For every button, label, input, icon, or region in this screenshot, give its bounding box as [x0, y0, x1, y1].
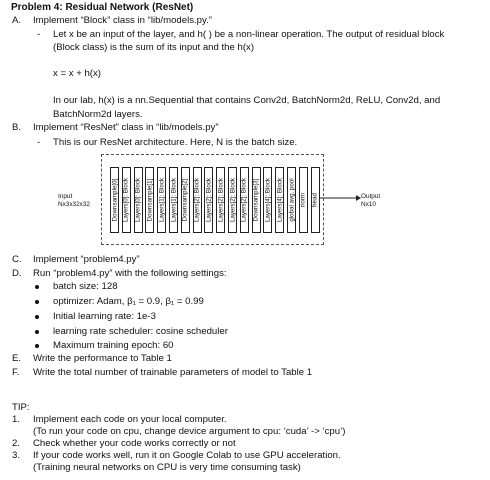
section-e-text: Write the performance to Table 1	[33, 353, 172, 364]
architecture-block	[299, 167, 308, 233]
architecture-block	[263, 167, 272, 233]
tip-heading: TIP:	[12, 402, 30, 413]
tip-3-number: 3.	[12, 450, 21, 461]
architecture-block-label: Layers[2]: Block	[217, 177, 225, 223]
setting-max-epoch: Maximum training epoch: 60	[53, 340, 174, 351]
architecture-block-label: Downsample[0]	[111, 178, 118, 222]
architecture-block	[193, 167, 202, 233]
tip-3-line2: (Training neural networks on CPU is very time consuming task)	[33, 462, 301, 473]
section-d-letter: D.	[12, 268, 22, 279]
setting-optimizer: optimizer: Adam, β₁ = 0.9, β₁ = 0.99	[53, 296, 204, 307]
setting-batch-size: batch size: 128	[53, 281, 118, 292]
bullet-icon	[35, 285, 39, 289]
architecture-block	[287, 167, 296, 233]
problem-title: Problem 4: Residual Network (ResNet)	[11, 2, 194, 13]
architecture-block-label: Layers[2]: Block	[240, 177, 248, 223]
section-b-desc: This is our ResNet architecture. Here, N is the batch size.	[53, 137, 298, 148]
architecture-block-label: Layers[0]: Block	[122, 177, 130, 223]
architecture-block-label: Layers[2]: Block	[193, 177, 201, 223]
bullet-icon	[35, 344, 39, 348]
architecture-block-label: Layers[2]: Block	[229, 177, 236, 223]
section-b-letter: B.	[12, 122, 22, 133]
architecture-block	[145, 167, 154, 233]
section-a-letter: A.	[12, 15, 22, 26]
architecture-block	[204, 167, 213, 233]
architecture-block	[240, 167, 249, 233]
architecture-block-label: Downsample[3]	[252, 178, 260, 222]
section-f-letter: F.	[12, 367, 20, 378]
architecture-block-label: Layers[1]: Block	[170, 177, 177, 223]
section-c-letter: C.	[12, 254, 22, 265]
architecture-block	[216, 167, 225, 233]
architecture-block-label: Layers[4]: Block	[264, 177, 272, 223]
architecture-block-label: Layers[0]: Block	[134, 177, 142, 223]
section-d-text: Run “problem4.py” with the following settings:	[33, 268, 227, 279]
setting-scheduler: learning rate scheduler: cosine scheduler	[53, 326, 228, 337]
bullet-icon	[35, 330, 39, 334]
section-a-desc-line2: (Block class) is the sum of its input and the h(x)	[53, 42, 255, 53]
section-a-note-line2: BatchNorm2d layers.	[53, 109, 143, 120]
architecture-block	[122, 167, 131, 233]
tip-2-line1: Check whether your code works correctly or not	[33, 438, 236, 449]
section-a-text: Implement “Block” class in “lib/models.py.”	[33, 15, 212, 26]
architecture-block-label: Layers[4]: Block	[276, 177, 284, 223]
section-a-dash: -	[37, 29, 41, 40]
section-a-note-line1: In our lab, h(x) is a nn.Sequential that contains Conv2d, BatchNorm2d, ReLU, Conv2d, and	[53, 95, 441, 106]
section-b-text: Implement “ResNet” class in “lib/models.py”	[33, 122, 219, 133]
tip-2-number: 2.	[12, 438, 21, 449]
bullet-icon	[35, 315, 39, 319]
architecture-block	[169, 167, 178, 233]
architecture-block	[252, 167, 261, 233]
architecture-block	[157, 167, 166, 233]
architecture-block	[275, 167, 284, 233]
architecture-block	[311, 167, 320, 233]
tip-3-line1: If your code works well, run it on Google Colab to use GPU acceleration.	[33, 450, 341, 461]
input-shape: Nx3x32x32	[58, 201, 90, 208]
architecture-block-label: Layers[1]: Block	[158, 177, 166, 223]
section-b-dash: -	[37, 137, 41, 148]
architecture-block-label: Downsample[1]	[146, 178, 154, 222]
section-c-text: Implement “problem4.py”	[33, 254, 140, 265]
architecture-block-label: norm	[299, 192, 307, 208]
output-shape: Nx10	[361, 201, 376, 208]
bullet-icon	[35, 300, 39, 304]
architecture-block	[110, 167, 119, 233]
section-a-desc-line1: Let x be an input of the layer, and h( ) be a non-linear operation. The output of residual block	[53, 29, 445, 40]
architecture-block-label: Downsample[2]	[181, 178, 189, 222]
section-e-letter: E.	[12, 353, 22, 364]
architecture-block	[228, 167, 237, 233]
input-label: Input	[58, 193, 73, 200]
architecture-block-label: Layers[2]: Block	[205, 177, 213, 223]
output-label: Output	[361, 193, 381, 200]
architecture-block	[181, 167, 190, 233]
output-arrow-icon	[320, 193, 362, 203]
section-f-text: Write the total number of trainable parameters of model to Table 1	[33, 367, 313, 378]
tip-1-line2: (To run your code on cpu, change device argument to cpu: ‘cuda’ -> ‘cpu’)	[33, 426, 346, 437]
tip-1-number: 1.	[12, 414, 21, 425]
setting-learning-rate: Initial learning rate: 1e-3	[53, 311, 156, 322]
architecture-block-label: head	[311, 193, 319, 207]
architecture-block-label: global avg. pool	[288, 178, 295, 222]
tip-1-line1: Implement each code on your local computer.	[33, 414, 227, 425]
residual-formula: x = x + h(x)	[53, 68, 101, 79]
architecture-block	[134, 167, 143, 233]
